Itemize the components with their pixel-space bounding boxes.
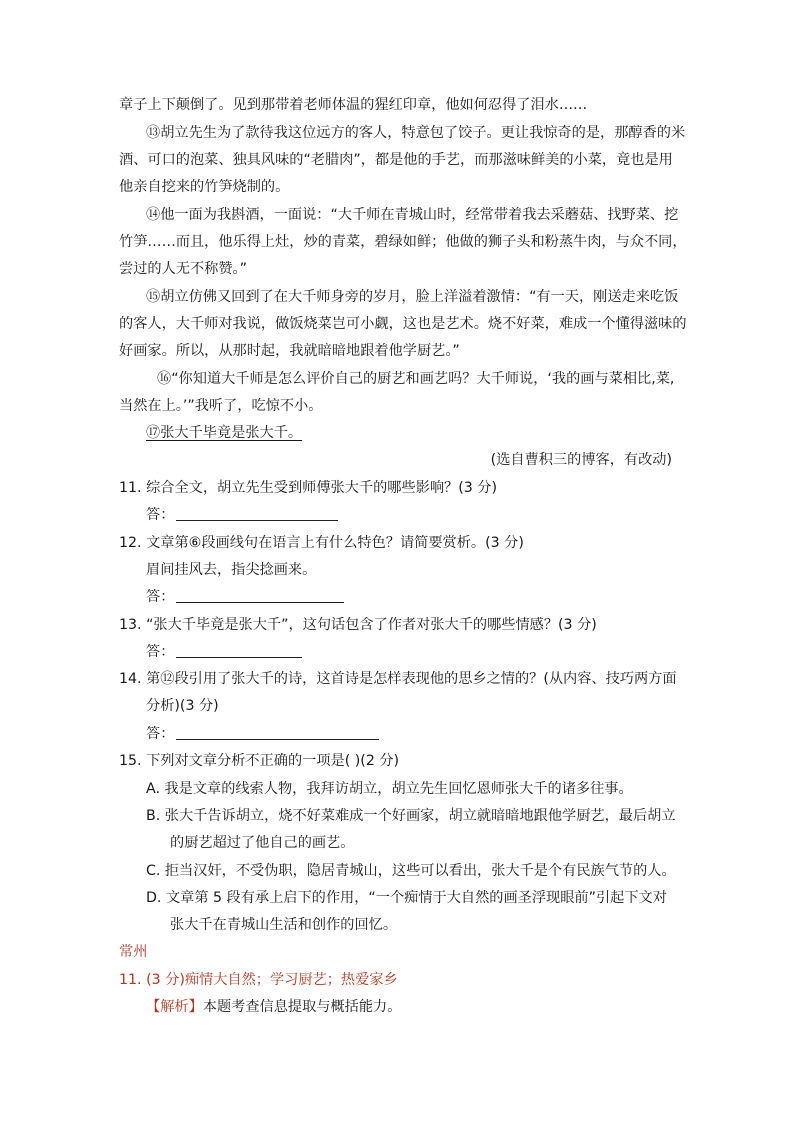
question-15: 15. 下列对文章分析不正确的一项是( )(2 分) [119,753,400,769]
question-13: 13. “张大千毕竟是张大千”，这句话包含了作者对张大千的哪些情感？(3 分) [119,617,597,633]
answer-label-12: 答： [146,589,175,605]
answer-line-14[interactable] [176,739,379,740]
paragraph-15-line-2: 的客人，大千师对我说，做饭烧菜岂可小觑，这也是艺术。烧不好菜，难成一个懂得滋味的 [119,316,687,332]
analysis-line [146,998,401,1016]
paragraph-14-line-1: ⑭他一面为我斟酒，一面说：“大千师在青城山时，经常带着我去采蘑菇、找野菜、挖 [146,207,679,223]
paragraph-17-underlined: ⑰张大千毕竟是张大千。 [146,425,303,441]
option-b-line-1: B. 张大千告诉胡立，烧不好菜难成一个好画家，胡立就暗暗地跟他学厨艺，最后胡立 [146,808,676,824]
option-a: A. 我是文章的线索人物，我拜访胡立，胡立先生回忆恩师张大千的诸多往事。 [146,781,633,797]
paragraph-14-line-2: 竹笋……而且，他乐得上灶，炒的青菜，碧绿如鲜；他做的狮子头和粉蒸牛肉，与众不同， [119,234,687,250]
answer-label-11: 答： [146,507,175,523]
analysis-tag: 【解析】 [146,999,203,1015]
question-11: 11. 综合全文，胡立先生受到师傅张大千的哪些影响？(3 分) [119,480,497,496]
paragraph-14-line-3: 尝过的人无不称赞。” [119,261,247,277]
answer-line-13[interactable] [176,657,302,658]
answer-11: 11. (3 分)痴情大自然；学习厨艺；热爱家乡 [119,972,398,988]
question-12-quote: 眉间挂风去，指尖捻画来。 [146,562,317,578]
answer-region-label: 常州 [119,944,148,960]
paragraph-continued: 章子上下颠倒了。见到那带着老师体温的猩红印章，他如何忍得了泪水…… [119,97,588,113]
option-c: C. 拒当汉奸，不受伪职，隐居青城山，这些可以看出，张大千是个有民族气节的人。 [146,863,676,879]
paragraph-13-line-1: ⑬胡立先生为了款待我这位远方的客人，特意包了饺子。更让我惊奇的是，那醇香的米 [146,125,686,141]
source-attribution: (选自曹积三的博客，有改动) [490,452,672,468]
question-14-line-2: 分析)(3 分) [146,698,219,714]
analysis-text: 本题考查信息提取与概括能力。 [202,999,402,1015]
answer-label-13: 答： [146,644,175,660]
paragraph-15-line-1: ⑮胡立仿佛又回到了在大千师身旁的岁月，脸上洋溢着激情：“有一天，刚送走来吃饭 [146,289,679,305]
option-b-line-2: 的厨艺超过了他自己的画艺。 [170,835,355,851]
answer-line-11[interactable] [176,520,338,521]
option-d-line-2: 张大千在青城山生活和创作的回忆。 [170,917,398,933]
option-d-line-1: D. 文章第 5 段有承上启下的作用，“一个痴情于大自然的画圣浮现眼前”引起下文对 [146,890,667,906]
answer-label-14: 答： [146,726,175,742]
paragraph-13-line-2: 酒、可口的泡菜、独具风味的“老腊肉”，都是他的手艺，而那滋味鲜美的小菜，竟也是用 [119,152,673,168]
paragraph-16-line-2: 当然在上。’”我听了，吃惊不小。 [119,398,323,414]
paragraph-16-line-1: ⑯“你知道大千师是怎么评价自己的厨艺和画艺吗？大千师说，‘我的画与菜相比,菜, [157,371,675,387]
question-12: 12. 文章第⑥段画线句在语言上有什么特色？请简要赏析。(3 分) [119,535,524,551]
paragraph-13-line-3: 他亲自挖来的竹笋烧制的。 [119,179,290,195]
question-14-line-1: 14. 第⑫段引用了张大千的诗，这首诗是怎样表现他的思乡之情的？(从内容、技巧两方面 [119,671,677,687]
answer-line-12[interactable] [176,602,344,603]
paragraph-15-line-3: 好画家。所以，从那时起，我就暗暗地跟着他学厨艺。” [119,343,460,359]
